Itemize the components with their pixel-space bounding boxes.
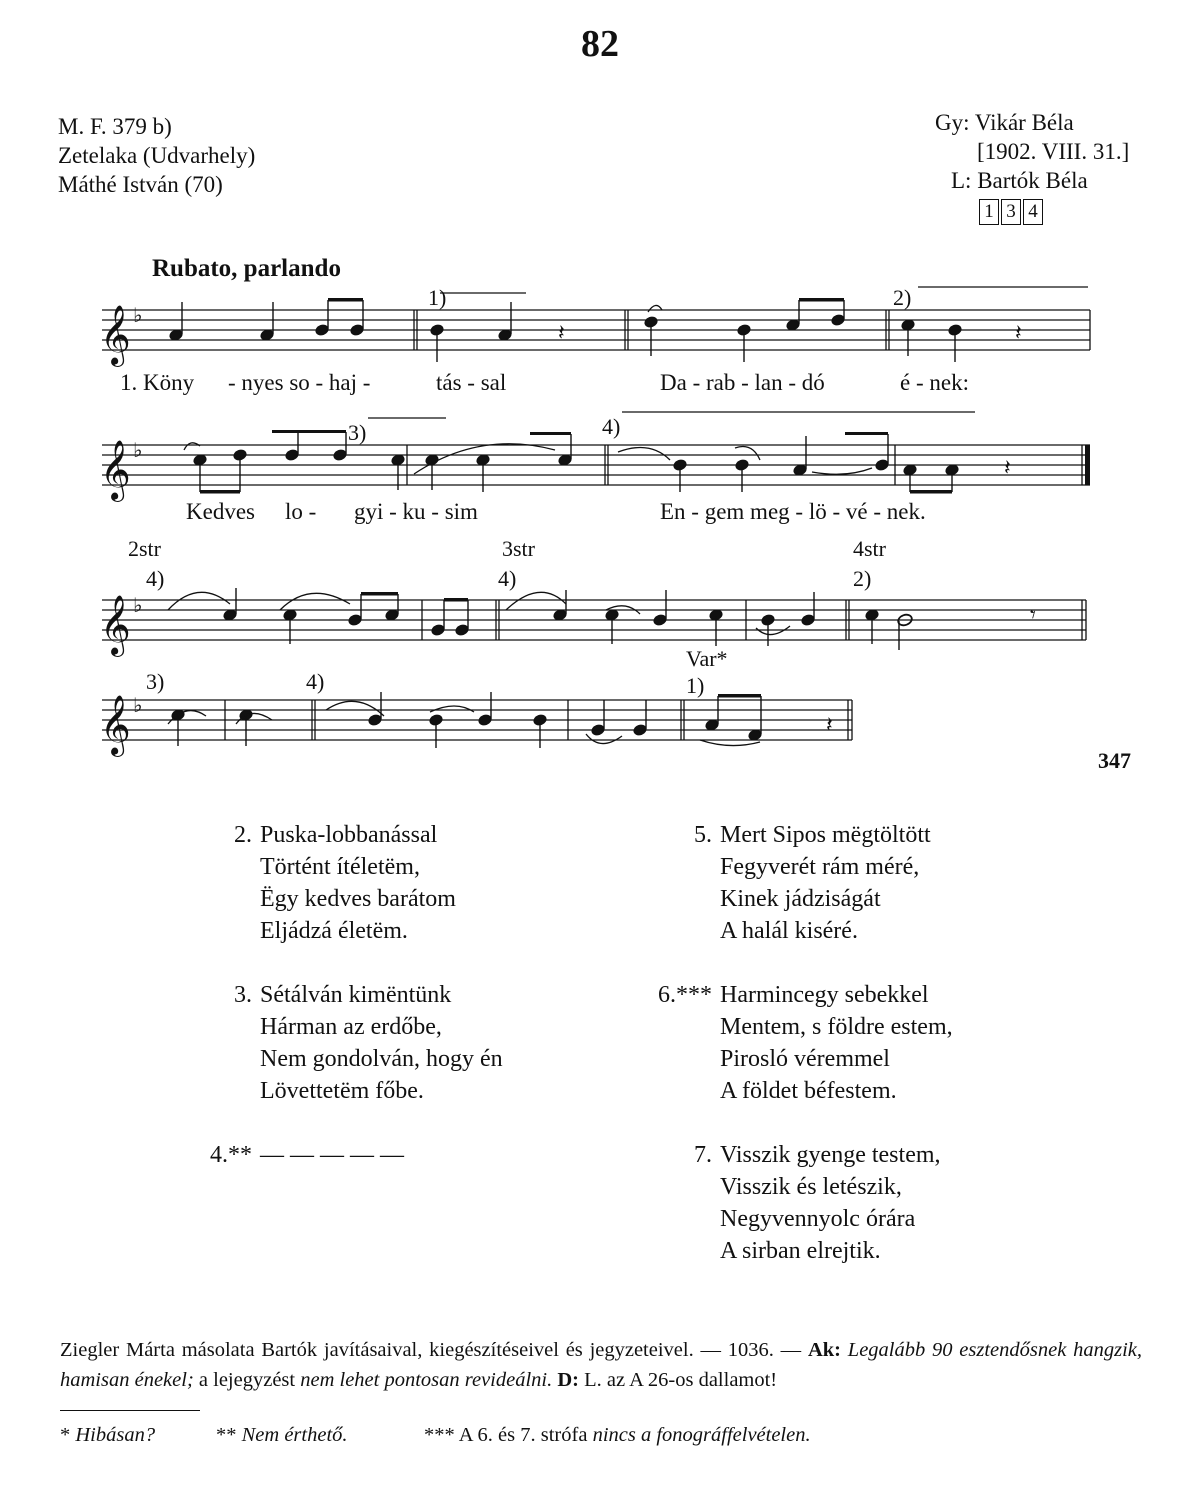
verse-number: 2.	[234, 822, 252, 848]
footnote-text: Hibásan?	[75, 1424, 156, 1446]
boxed-number: 3	[1001, 199, 1021, 225]
collection-date: [1902. VIII. 31.]	[977, 139, 1130, 164]
svg-text:𝄞: 𝄞	[100, 440, 131, 500]
footnote-2	[216, 1424, 348, 1447]
footnote-1	[60, 1424, 155, 1447]
collector-info	[935, 108, 1129, 225]
strophe-label: 3str	[502, 536, 535, 561]
notes-text: Legalább 90 esztendősnek hangzik, hamisan énekel;	[60, 1339, 1142, 1391]
mark-label: 4)	[306, 669, 325, 694]
verse-7	[682, 1139, 941, 1267]
verse-line: Ëgy kedves barátom	[260, 886, 456, 912]
lyric-syllables: tás - sal	[436, 370, 507, 395]
verse-number: 4.**	[210, 1142, 252, 1168]
verse-line: Harmincegy sebekkel	[720, 982, 929, 1008]
lyric-syllables: - nyes so - haj -	[228, 370, 371, 395]
verse-number: 6.***	[658, 982, 712, 1008]
notes-text: L. az A 26-os dallamot!	[584, 1369, 778, 1391]
svg-text:𝄞: 𝄞	[100, 305, 131, 365]
footnote-text: A 6. és 7. strófa	[458, 1424, 588, 1446]
mark-label: 2)	[853, 566, 872, 591]
verse-line: A földet béfestem.	[720, 1078, 897, 1104]
tempo-marking: Rubato, parlando	[152, 255, 341, 282]
svg-text:♭: ♭	[133, 303, 143, 327]
verse-number: 5.	[694, 822, 712, 848]
mark-label: 1)	[686, 673, 705, 698]
page-number: 82	[581, 23, 619, 65]
svg-text:𝄽: 𝄽	[1015, 321, 1022, 346]
music-score	[0, 270, 1200, 770]
source-id: M. F. 379 b)	[58, 114, 172, 139]
source-place: Zetelaka (Udvarhely)	[58, 143, 256, 168]
svg-text:𝄞: 𝄞	[100, 695, 131, 755]
mark-label: 4)	[498, 566, 517, 591]
side-page-number: 347	[1098, 748, 1131, 773]
verse-6	[652, 979, 953, 1107]
source-info	[58, 112, 255, 199]
svg-text:♭: ♭	[133, 593, 143, 617]
lyric-syllables: En - gem meg - lö - vé - nek.	[660, 499, 926, 524]
verse-number: 3.	[234, 982, 252, 1008]
verse-line: Történt ítéletëm,	[260, 854, 420, 880]
editorial-notes	[60, 1335, 1142, 1395]
source-singer: Máthé István (70)	[58, 172, 223, 197]
staff-2	[102, 412, 1090, 485]
footnote-divider	[60, 1410, 200, 1411]
performance-marks	[146, 285, 911, 698]
notes-ak-label: Ak:	[807, 1339, 842, 1361]
verse-line: Mentem, s földre estem,	[720, 1014, 953, 1040]
svg-text:♭: ♭	[133, 693, 143, 717]
svg-text:𝄽: 𝄽	[1004, 456, 1011, 481]
svg-text:𝄾: 𝄾	[1030, 603, 1036, 628]
verse-line: — — — — —	[260, 1142, 404, 1168]
verse-line: Sétálván kimëntünk	[260, 982, 452, 1008]
verse-line: Visszik gyenge testem,	[720, 1142, 941, 1168]
notes-text: nem lehet pontosan revideálni.	[300, 1369, 553, 1391]
verse-line: A sirban elrejtik.	[720, 1238, 881, 1264]
lyric-syllables: lo -	[285, 499, 317, 524]
verse-line: Fegyverét rám méré,	[720, 854, 920, 880]
verse-4	[200, 1139, 404, 1171]
mark-label: 3)	[348, 420, 367, 445]
verse-line: Puska-lobbanással	[260, 822, 438, 848]
verse-line: Eljádzá életëm.	[260, 918, 408, 944]
verse-line: Pirosló véremmel	[720, 1046, 890, 1072]
lyric-syllables: Da - rab - lan - dó	[660, 370, 825, 395]
lyric-syllables: é - nek:	[900, 370, 969, 395]
verse-line: Nem gondolván, hogy én	[260, 1046, 503, 1072]
footnote-mark: *	[60, 1424, 71, 1446]
boxed-number: 1	[979, 199, 999, 225]
verse-3	[222, 979, 503, 1107]
footnote-mark: ***	[424, 1424, 455, 1446]
verse-line: Visszik és letészik,	[720, 1174, 902, 1200]
final-barline	[1085, 445, 1090, 485]
footnote-3	[424, 1424, 811, 1447]
notes-text: Ziegler Márta másolata Bartók javításaival, kiegészítéseivel és jegyzeteivel. — 1036. —	[60, 1339, 802, 1361]
footnote-text: Nem érthető.	[241, 1424, 348, 1446]
lyric-syllables: 1. Köny	[120, 370, 195, 395]
verse-number: 7.	[694, 1142, 712, 1168]
mark-label: 4)	[146, 566, 165, 591]
staff-1	[102, 287, 1090, 350]
svg-text:𝄽: 𝄽	[826, 713, 833, 738]
verse-line: Lövettetëm főbe.	[260, 1078, 424, 1104]
mark-label: 4)	[602, 414, 621, 439]
svg-text:𝄞: 𝄞	[100, 595, 131, 655]
var-label: Var*	[686, 646, 728, 671]
lyric-syllables: Kedves	[186, 499, 255, 524]
lyric-syllables: gyi - ku - sim	[354, 499, 478, 524]
svg-text:𝄽: 𝄽	[558, 321, 565, 346]
strophe-labels	[128, 536, 887, 561]
footnote-mark: **	[216, 1424, 237, 1446]
notes-d-label: D:	[557, 1369, 580, 1391]
verse-line: Hárman az erdőbe,	[260, 1014, 442, 1040]
boxed-numbers	[979, 199, 1043, 225]
verse-2	[222, 819, 456, 947]
svg-text:♭: ♭	[133, 438, 143, 462]
boxed-number: 4	[1023, 199, 1043, 225]
mark-label: 2)	[893, 285, 912, 310]
verse-line: Negyvennyolc órára	[720, 1206, 916, 1232]
transcriber: L: Bartók Béla	[951, 168, 1088, 193]
mark-label: 3)	[146, 669, 165, 694]
staff-3	[102, 600, 1086, 640]
strophe-label: 2str	[128, 536, 161, 561]
verse-line: A halál kiséré.	[720, 918, 858, 944]
mark-label: 1)	[428, 285, 447, 310]
notes-text: a lejegyzést	[198, 1369, 296, 1391]
verse-line: Mert Sipos mëgtöltött	[720, 822, 931, 848]
verse-line: Kinek jádziságát	[720, 886, 881, 912]
verse-5	[682, 819, 931, 947]
staff-4	[102, 700, 852, 740]
collector: Gy: Vikár Béla	[935, 110, 1074, 135]
footnote-text: nincs a fonográffelvételen.	[592, 1424, 811, 1446]
strophe-label: 4str	[853, 536, 886, 561]
